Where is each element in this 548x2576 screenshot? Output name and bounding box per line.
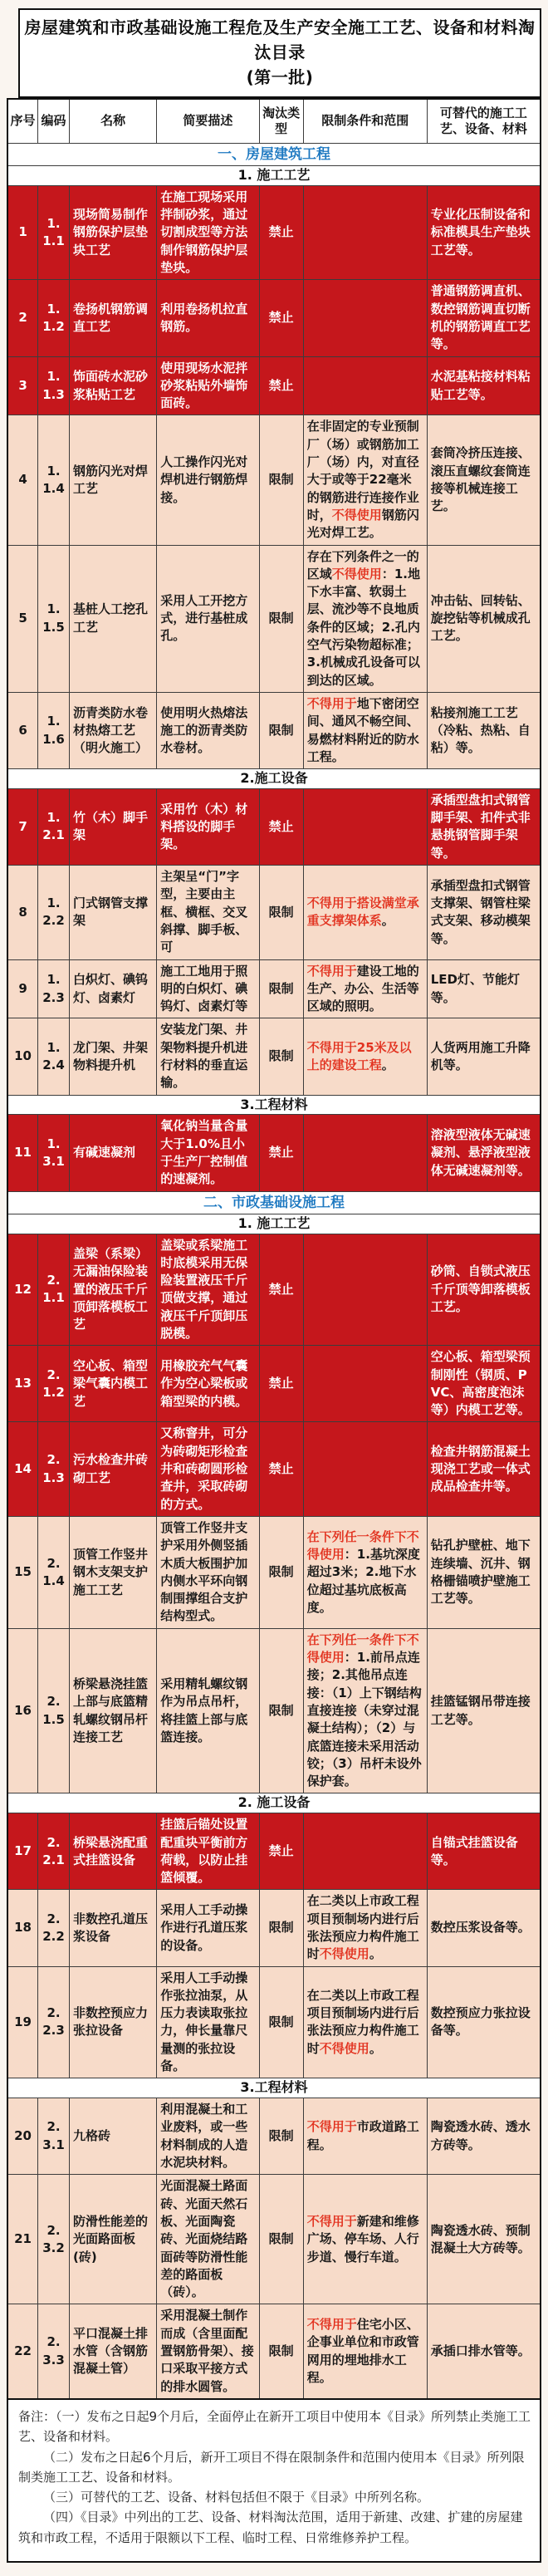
cell-no: 8 (7, 866, 38, 959)
cell-alt: 承插口排水管等。 (427, 2304, 541, 2399)
cell-alt: 数控压浆设备等。 (427, 1890, 541, 1966)
column-header: 淘汰类型 (259, 99, 303, 144)
limit-text: 市政道路工程。 (306, 2119, 419, 2152)
cell-limit (303, 1234, 427, 1346)
catalog-table (7, 98, 541, 2400)
cell-category: 限制 (259, 1966, 303, 2078)
cell-category: 禁止 (259, 788, 303, 865)
cell-name: 有碱速凝剂 (69, 1115, 156, 1191)
column-header: 编码 (38, 99, 70, 144)
cell-limit (303, 415, 427, 545)
limit-emphasis: 不得用于 (306, 963, 357, 979)
cell-limit (303, 788, 427, 865)
cell-category: 限制 (259, 866, 303, 959)
cell-code: 2.2.3 (38, 1966, 70, 2078)
cell-code: 2.1.4 (38, 1516, 70, 1628)
cell-category: 限制 (259, 415, 303, 545)
cell-no: 4 (7, 415, 38, 545)
column-header: 名称 (69, 99, 156, 144)
table-row (7, 2098, 541, 2175)
cell-limit (303, 356, 427, 415)
cell-category: 禁止 (259, 1346, 303, 1422)
cell-desc: 氧化钠当量含量大于1.0%且小于生产厂控制值的速凝剂。 (157, 1115, 259, 1191)
cell-alt: 砂筒、自锁式液压千斤顶等卸落模板工艺。 (427, 1234, 541, 1346)
cell-limit (303, 2304, 427, 2399)
limit-text: 。 (369, 2040, 382, 2056)
title-line2: (第一批) (246, 67, 314, 87)
notes (7, 2400, 541, 2563)
cell-limit (303, 1018, 427, 1095)
cell-code: 1.2.2 (38, 866, 70, 959)
cell-name: 龙门架、井架物料提升机 (69, 1018, 156, 1095)
cell-alt: 钻孔护壁桩、地下连续墙、沉井、钢格栅锚喷护壁施工工艺等。 (427, 1516, 541, 1628)
cell-alt: LED灯、节能灯等。 (427, 959, 541, 1018)
cell-name: 九格砖 (69, 2098, 156, 2175)
cell-name: 桥梁悬浇挂篮上部与底篮精轧螺纹钢吊杆连接工艺 (69, 1628, 156, 1793)
cell-limit (303, 1346, 427, 1422)
cell-alt: 溶液型液体无碱速凝剂、悬浮液型液体无碱速凝剂等。 (427, 1115, 541, 1191)
cell-limit (303, 185, 427, 279)
cell-name: 平口混凝土排水管（含钢筋混凝土管） (69, 2304, 156, 2399)
section-label: 二、市政基础设施工程 (7, 1191, 541, 1214)
cell-code: 2.1.1 (38, 1234, 70, 1346)
cell-desc: 采用人工手动操作进行孔道压浆的设备。 (157, 1890, 259, 1966)
cell-name: 现场简易制作钢筋保护层垫块工艺 (69, 185, 156, 279)
cell-code: 1.1.5 (38, 545, 70, 692)
cell-alt: 粘接剂施工工艺（冷粘、热粘、自粘）等。 (427, 692, 541, 768)
table-row (7, 866, 541, 959)
cell-category: 禁止 (259, 185, 303, 279)
cell-category: 禁止 (259, 1422, 303, 1516)
subsection-heading-row (7, 1793, 541, 1813)
table-row (7, 415, 541, 545)
cell-name: 防滑性能差的光面路面板(砖) (69, 2175, 156, 2304)
cell-name: 基桩人工挖孔工艺 (69, 545, 156, 692)
limit-emphasis: 不得使用 (331, 566, 382, 581)
limit-text: ：1.基坑深度超过3米；2.地下水位超过基坑底板高度。 (306, 1546, 420, 1615)
cell-category: 限制 (259, 2098, 303, 2175)
table-row (7, 2304, 541, 2399)
cell-no: 5 (7, 545, 38, 692)
cell-limit (303, 692, 427, 768)
table-row (7, 356, 541, 415)
cell-no: 2 (7, 280, 38, 356)
cell-name: 顶管工作竖井钢木支架支护施工工艺 (69, 1516, 156, 1628)
cell-desc: 采用精轧螺纹钢作为吊点吊杆，将挂篮上部与底篮连接。 (157, 1628, 259, 1793)
cell-limit (303, 866, 427, 959)
cell-alt: 水泥基粘接材料粘贴工艺等。 (427, 356, 541, 415)
cell-code: 2.2.1 (38, 1813, 70, 1890)
limit-text: 。 (381, 913, 394, 929)
cell-alt: 空心板、箱型梁预制刚性（钢质、PVC、高密度泡沫等）内模工艺等。 (427, 1346, 541, 1422)
cell-name: 非数控预应力张拉设备 (69, 1966, 156, 2078)
section-heading-row (7, 1191, 541, 1214)
limit-emphasis: 在下列任一条件下不得使用 (306, 1528, 419, 1562)
cell-code: 1.1.3 (38, 356, 70, 415)
cell-category: 限制 (259, 2175, 303, 2304)
cell-limit (303, 2175, 427, 2304)
subsection-heading-row (7, 769, 541, 789)
table-row (7, 1234, 541, 1346)
cell-code: 1.2.3 (38, 959, 70, 1018)
cell-no: 9 (7, 959, 38, 1018)
cell-desc: 采用人工手动操作张拉油泵，从压力表读取张拉力，伸长量靠尺量测的张拉设备。 (157, 1966, 259, 2078)
cell-limit (303, 545, 427, 692)
section-label: 一、房屋建筑工程 (7, 144, 541, 166)
table-row (7, 692, 541, 768)
cell-limit (303, 1890, 427, 1966)
table-row (7, 1966, 541, 2078)
table-row (7, 959, 541, 1018)
cell-desc: 采用混凝土制作而成（含里面配置钢筋骨架）、接口采取平接方式的排水圆管。 (157, 2304, 259, 2399)
cell-desc: 顶管工作竖井支护采用外侧竖插木质大板围护加内侧水平环向钢制围撑组合支护结构型式。 (157, 1516, 259, 1628)
cell-code: 1.2.4 (38, 1018, 70, 1095)
cell-no: 11 (7, 1115, 38, 1191)
cell-limit (303, 1966, 427, 2078)
limit-emphasis: 不得用于 (306, 2119, 357, 2135)
subsection-heading-row (7, 2078, 541, 2098)
cell-no: 1 (7, 185, 38, 279)
cell-category: 限制 (259, 1890, 303, 1966)
cell-code: 1.1.2 (38, 280, 70, 356)
limit-text: ：1.地下水丰富、软弱土层、流沙等不良地质条件的区域；2.孔内空气污染物超标准；3.机械成孔设备可以到达的区域。 (306, 566, 420, 688)
cell-code: 2.2.2 (38, 1890, 70, 1966)
cell-limit (303, 2098, 427, 2175)
cell-name: 钢筋闪光对焊工艺 (69, 415, 156, 545)
cell-desc: 主架呈“门”字型，主要由主框、横框、交叉斜撑、脚手板、可 (157, 866, 259, 959)
limit-text: 。 (381, 1057, 394, 1073)
cell-limit (303, 280, 427, 356)
table-row (7, 1890, 541, 1966)
section-heading-row (7, 144, 541, 166)
cell-desc: 人工操作闪光对焊机进行钢筋焊接。 (157, 415, 259, 545)
limit-emphasis: 不得使用 (331, 507, 382, 523)
cell-no: 7 (7, 788, 38, 865)
cell-no: 14 (7, 1422, 38, 1516)
cell-code: 1.1.4 (38, 415, 70, 545)
cell-name: 竹（木）脚手架 (69, 788, 156, 865)
column-header: 简要描述 (157, 99, 259, 144)
cell-code: 1.1.1 (38, 185, 70, 279)
cell-no: 16 (7, 1628, 38, 1793)
cell-name: 桥梁悬浇配重式挂篮设备 (69, 1813, 156, 1890)
cell-alt: 普通钢筋调直机、数控钢筋调直切断机的钢筋调直工艺等。 (427, 280, 541, 356)
table-row (7, 185, 541, 279)
cell-alt: 检查井钢筋混凝土现浇工艺或一体式成品检查井等。 (427, 1422, 541, 1516)
cell-desc: 盖梁或系梁施工时底模采用无保险装置液压千斤顶做支撑，通过液压千斤顶卸压脱模。 (157, 1234, 259, 1346)
cell-limit (303, 959, 427, 1018)
limit-emphasis: 不得用于 (306, 695, 357, 711)
cell-category: 限制 (259, 692, 303, 768)
cell-category: 禁止 (259, 356, 303, 415)
note-line: （四）《目录》中列出的工艺、设备、材料淘汰范围，适用于新建、改建、扩建的房屋建筑和市政工程，不适用于限额以下工程、临时工程、日常维修养护工程。 (18, 2510, 523, 2545)
title-line1: 房屋建筑和市政基础设施工程危及生产安全施工工艺、设备和材料淘汰目录 (24, 17, 536, 62)
limit-emphasis: 在下列任一条件下不得使用 (306, 1631, 419, 1666)
limit-text: 住宅小区、企事业单位和市政管网用的埋地排水工程。 (306, 2317, 419, 2385)
cell-no: 20 (7, 2098, 38, 2175)
cell-limit (303, 1115, 427, 1191)
limit-text: 钢筋闪光对焊工艺。 (306, 507, 419, 541)
cell-alt: 套筒冷挤压连接、滚压直螺纹套筒连接等机械连接工艺。 (427, 415, 541, 545)
cell-no: 13 (7, 1346, 38, 1422)
cell-limit (303, 1422, 427, 1516)
cell-name: 空心板、箱型梁气囊内模工艺 (69, 1346, 156, 1422)
cell-alt: 数控预应力张拉设备等。 (427, 1966, 541, 2078)
limit-text: ：1.前吊点连接；2.其他吊点连接：（1）上下钢结构直接连接（未穿过混凝土结构）；（2）与底篮连接未采用活动铰；（3）吊杆未设外保护套。 (306, 1650, 422, 1789)
limit-text: 在二类以上市政工程项目预制场内进行后张法预应力构件施工时 (306, 1987, 419, 2056)
cell-desc: 用橡胶充气气囊作为空心梁板或箱型梁的内模。 (157, 1346, 259, 1422)
cell-code: 2.1.5 (38, 1628, 70, 1793)
limit-text: 建设工地的生产、办公、生活等区域的照明。 (306, 963, 419, 1014)
cell-code: 2.3.3 (38, 2304, 70, 2399)
column-header: 序号 (7, 99, 38, 144)
cell-no: 18 (7, 1890, 38, 1966)
cell-code: 1.2.1 (38, 788, 70, 865)
table-row (7, 1516, 541, 1628)
cell-desc: 在施工现场采用拌制砂浆，通过切割成型等方法制作钢筋保护层垫块。 (157, 185, 259, 279)
cell-category: 限制 (259, 959, 303, 1018)
cell-limit (303, 1628, 427, 1793)
limit-text: 在二类以上市政工程项目预制场内进行后张法预应力构件施工时 (306, 1893, 419, 1962)
table-row (7, 1813, 541, 1890)
cell-no: 3 (7, 356, 38, 415)
table-row (7, 1628, 541, 1793)
cell-name: 卷扬机钢筋调直工艺 (69, 280, 156, 356)
header-row (7, 99, 541, 144)
cell-alt: 承插型盘扣式钢管支撑架、钢管柱梁式支架、移动模架等。 (427, 866, 541, 959)
table-row (7, 1115, 541, 1191)
cell-name: 白炽灯、碘钨灯、卤素灯 (69, 959, 156, 1018)
cell-name: 污水检查井砖砌工艺 (69, 1422, 156, 1516)
limit-text: 新建和维修广场、停车场、人行步道、慢行车道。 (306, 2213, 419, 2264)
note-line: （二）发布之日起6个月后，新开工项目不得在限制条件和范围内使用本《目录》所列限制类施工工艺、设备和材料。 (18, 2449, 525, 2485)
cell-limit (303, 1516, 427, 1628)
cell-alt: 自锚式挂篮设备等。 (427, 1813, 541, 1890)
note-line: 备注：（一）发布之日起9个月后，全面停止在新开工项目中使用本《目录》所列禁止类施工工艺、设备和材料。 (18, 2408, 531, 2445)
cell-alt: 挂篮锰钢吊带连接工艺等。 (427, 1628, 541, 1793)
section-label: 1. 施工工艺 (7, 1214, 541, 1234)
limit-text: 存在下列条件之一的区域 (306, 548, 419, 581)
table-row (7, 545, 541, 692)
cell-no: 10 (7, 1018, 38, 1095)
limit-emphasis: 不得用于 (306, 2317, 357, 2333)
cell-no: 12 (7, 1234, 38, 1346)
cell-no: 21 (7, 2175, 38, 2304)
cell-category: 限制 (259, 1516, 303, 1628)
cell-desc: 又称窨井，可分为砖砌矩形检查井和砖砌圆形检查井，采取砖砌的方式。 (157, 1422, 259, 1516)
table-row (7, 2175, 541, 2304)
note-line: （三）可替代的工艺、设备、材料包括但不限于《目录》中所列名称。 (43, 2490, 430, 2505)
cell-desc: 使用现场水泥拌砂浆粘贴外墙饰面砖。 (157, 356, 259, 415)
cell-desc: 采用人工开挖方式，进行基桩成孔。 (157, 545, 259, 692)
cell-alt: 承插型盘扣式钢管脚手架、扣件式非悬挑钢管脚手架等。 (427, 788, 541, 865)
limit-emphasis: 不得使用 (319, 1946, 369, 1962)
cell-category: 限制 (259, 2304, 303, 2399)
cell-no: 19 (7, 1966, 38, 2078)
cell-alt: 陶瓷透水砖、预制混凝土大方砖等。 (427, 2175, 541, 2304)
cell-desc: 施工工地用于照明的白炽灯、碘钨灯、卤素灯等 (157, 959, 259, 1018)
limit-emphasis: 不得用于25米及以上的建设工程 (306, 1039, 412, 1073)
cell-no: 15 (7, 1516, 38, 1628)
cell-category: 禁止 (259, 1115, 303, 1191)
table-row (7, 788, 541, 865)
cell-alt: 人货两用施工升降机等。 (427, 1018, 541, 1095)
cell-name: 门式钢管支撑架 (69, 866, 156, 959)
cell-category: 限制 (259, 1018, 303, 1095)
limit-emphasis: 不得用于 (306, 2213, 357, 2229)
cell-code: 2.1.3 (38, 1422, 70, 1516)
cell-alt: 陶瓷透水砖、透水方砖等。 (427, 2098, 541, 2175)
cell-code: 2.3.1 (38, 2098, 70, 2175)
cell-category: 禁止 (259, 1813, 303, 1890)
cell-desc: 挂篮后锚处设置配重块平衡前方荷载，以防止挂篮倾覆。 (157, 1813, 259, 1890)
cell-desc: 利用卷扬机拉直钢筋。 (157, 280, 259, 356)
document-title (18, 8, 541, 98)
limit-text: 。 (369, 1946, 382, 1962)
limit-emphasis: 不得使用 (319, 2040, 369, 2056)
cell-limit (303, 1813, 427, 1890)
cell-name: 饰面砖水泥砂浆粘贴工艺 (69, 356, 156, 415)
limit-text: 在非固定的专业预制厂（场）或钢筋加工厂（场）内，对直径大于或等于22毫米的钢筋进行连接作业时， (306, 419, 419, 523)
cell-code: 1.3.1 (38, 1115, 70, 1191)
cell-desc: 使用明火热熔法施工的沥青类防水卷材。 (157, 692, 259, 768)
cell-desc: 安装龙门架、井架物料提升机进行材料的垂直运输。 (157, 1018, 259, 1095)
cell-category: 限制 (259, 545, 303, 692)
cell-code: 2.3.2 (38, 2175, 70, 2304)
cell-alt: 专业化压制设备和标准模具生产垫块工艺等。 (427, 185, 541, 279)
cell-name: 沥青类防水卷材热熔工艺（明火施工） (69, 692, 156, 768)
subsection-heading-row (7, 166, 541, 186)
section-label: 2. 施工设备 (7, 1793, 541, 1813)
cell-no: 22 (7, 2304, 38, 2399)
cell-desc: 光面混凝土路面砖、光面天然石板、光面陶瓷砖、光面烧结路面砖等防滑性能差的路面板（砖）。 (157, 2175, 259, 2304)
cell-code: 2.1.2 (38, 1346, 70, 1422)
cell-code: 1.1.6 (38, 692, 70, 768)
subsection-heading-row (7, 1214, 541, 1234)
cell-name: 非数控孔道压浆设备 (69, 1890, 156, 1966)
cell-category: 禁止 (259, 1234, 303, 1346)
cell-desc: 采用竹（木）材料搭设的脚手架。 (157, 788, 259, 865)
column-header: 限制条件和范围 (303, 99, 427, 144)
subsection-heading-row (7, 1095, 541, 1115)
cell-name: 盖梁（系梁）无漏油保险装置的液压千斤顶卸落模板工艺 (69, 1234, 156, 1346)
section-label: 3.工程材料 (7, 2078, 541, 2098)
cell-alt: 冲击钻、回转钻、旋挖钻等机械成孔工艺。 (427, 545, 541, 692)
table-row (7, 1422, 541, 1516)
section-label: 3.工程材料 (7, 1095, 541, 1115)
cell-category: 限制 (259, 1628, 303, 1793)
cell-no: 17 (7, 1813, 38, 1890)
cell-no: 6 (7, 692, 38, 768)
limit-text: 地下密闭空间、通风不畅空间、易燃材料附近的防水工程。 (306, 695, 419, 764)
cell-category: 禁止 (259, 280, 303, 356)
table-row (7, 280, 541, 356)
limit-emphasis: 不得用于搭设满堂承重支撑架体系 (306, 895, 419, 929)
section-label: 2.施工设备 (7, 769, 541, 789)
column-header: 可替代的施工工艺、设备、材料 (427, 99, 541, 144)
table-row (7, 1346, 541, 1422)
table-row (7, 1018, 541, 1095)
section-label: 1. 施工工艺 (7, 166, 541, 186)
cell-desc: 利用混凝土和工业废料，或一些材料制成的人造水泥块材料。 (157, 2098, 259, 2175)
